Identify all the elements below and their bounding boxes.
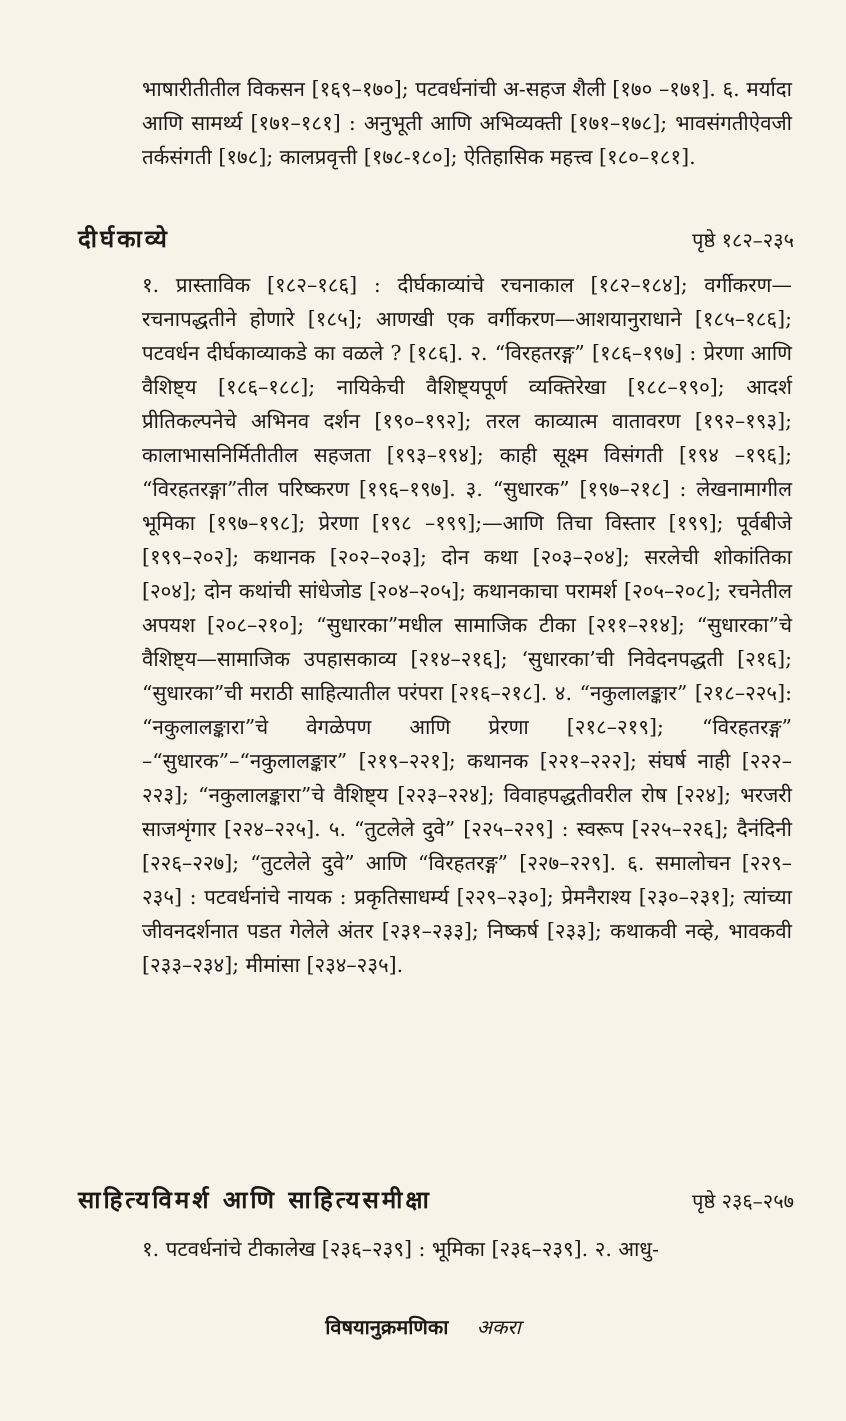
- section-page-range: पृष्ठे २३६–२५७: [692, 1189, 794, 1213]
- section-heading-row: [78, 1183, 794, 1216]
- section-body: १. पटवर्धनांचे टीकालेख [२३६–२३९] : भूमिका [२३६–२३९]. २. आधु-: [142, 1237, 659, 1261]
- page-number: अकरा: [476, 1315, 521, 1339]
- intro-paragraph: भाषारीतीतील विकसन [१६९–१७०]; पटवर्धनांची अ-सहज शैली [१७० –१७१]. ६. मर्यादा आणि सामर्थ्य [१७१–१८१] : अनुभूती आणि अभिव्यक्ती [१७१–१७८]; भावसंगतीऐवजी तर्कसंगती [१७८]; कालप्रवृत्ती [१७८-१८०]; ऐतिहासिक महत्त्व [१८०–१८१].: [142, 77, 792, 169]
- section-title: साहित्यविमर्श आणि साहित्यसमीक्षा: [78, 1186, 432, 1214]
- footer-title: विषयानुक्रमणिका: [325, 1315, 449, 1339]
- section-page-range: पृष्ठे १८२–२३५: [692, 228, 794, 252]
- section-title: दीर्घकाव्ये: [78, 225, 170, 253]
- section-body: १. प्रास्ताविक [१८२–१८६] : दीर्घकाव्यांचे रचनाकाल [१८२–१८४]; वर्गीकरण—रचनापद्धतीने होणारे [१८५]; आणखी एक वर्गीकरण—आशयानुराधाने [१८५–१८६]; पटवर्धन दीर्घकाव्याकडे का वळले ? [१८६]. २. “विरहतरङ्ग” [१८६–१९७] : प्रेरणा आणि वैशिष्ट्य [१८६–१८८]; नायिकेची वैशिष्ट्यपूर्ण व्यक्तिरेखा [१८८–१९०]; आदर्श प्रीतिकल्पनेचे अभिनव दर्शन [१९०–१९२]; तरल काव्यात्म वातावरण [१९२–१९३]; कालाभासनिर्मितीतील सहजता [१९३–१९४]; काही सूक्ष्म विसंगती [१९४ –१९६]; “विरहतरङ्गा”तील परिष्करण [१९६–१९७]. ३. “सुधारक” [१९७–२१८] : लेखनामागील भूमिका [१९७–१९८]; प्रेरणा [१९८ –१९९];—आणि तिचा विस्तार [१९९]; पूर्वबीजे [१९९–२०२]; कथानक [२०२–२०३]; दोन कथा [२०३–२०४]; सरलेची शोकांतिका [२०४]; दोन कथांची सांधेजोड [२०४–२०५]; कथानकाचा परामर्श [२०५–२०८]; रचनेतील अपयश [२०८–२१०]; “सुधारका”मधील सामाजिक टीका [२११–२१४]; “सुधारका”चे वैशिष्ट्य—सामाजिक उपहासकाव्य [२१४–२१६]; ‘सुधारका’ची निवेदनपद्धती [२१६]; “सुधारका”ची मराठी साहित्यातील परंपरा [२१६–२१८]. ४. “नकुलालङ्कार” [२१८–२२५]: “नकुलालङ्कारा”चे वेगळेपण आणि प्रेरणा [२१८–२१९]; “विरहतरङ्ग” –“सुधारक”–“नकुलालङ्कार” [२१९–२२१]; कथानक [२२१–२२२]; संघर्ष नाही [२२२–२२३]; “नकुलालङ्कारा”चे वैशिष्ट्य [२२३–२२४]; विवाहपद्धतीवरील रोष [२२४]; भरजरी साजशृंगार [२२४–२२५]. ५. “तुटलेले दुवे” [२२५–२२९] : स्वरूप [२२५–२२६]; दैनंदिनी [२२६–२२७]; “तुटलेले दुवे” आणि “विरहतरङ्ग” [२२७–२२९]. ६. समालोचन [२२९–२३५] : पटवर्धनांचे नायक : प्रकृतिसाधर्म्य [२२९–२३०]; प्रेमनैराश्य [२३०–२३१]; त्यांच्या जीवनदर्शनात पडत गेलेले अंतर [२३१–२३३]; निष्कर्ष [२३३]; कथाकवी नव्हे, भावकवी [२३३–२३४]; मीमांसा [२३४–२३५].: [142, 273, 792, 977]
- section-heading-row: [78, 222, 794, 255]
- page-footer: [0, 1313, 846, 1340]
